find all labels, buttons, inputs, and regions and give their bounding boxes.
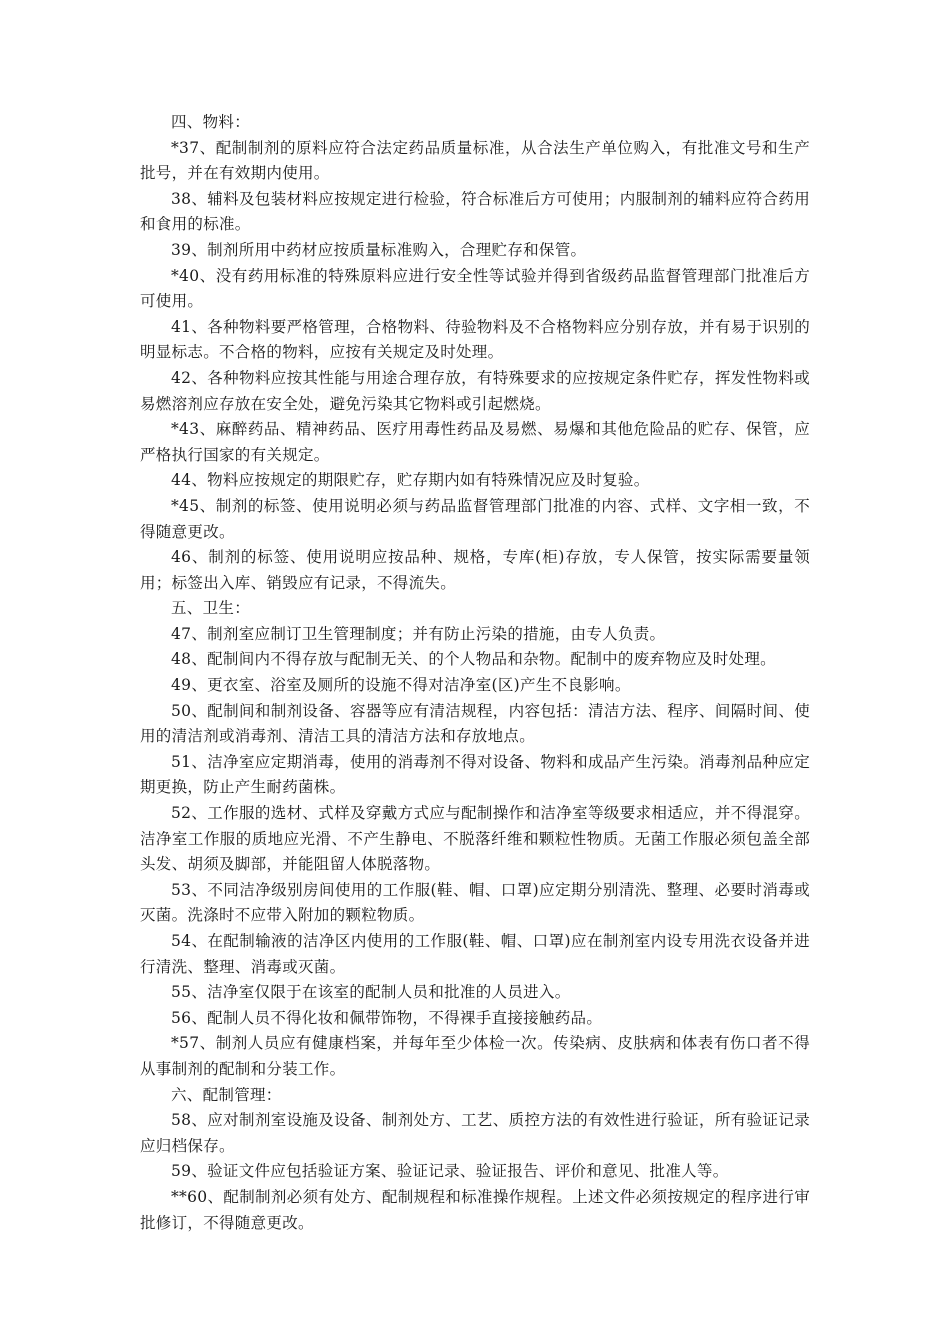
clause-47: 47、制剂室应制订卫生管理制度；并有防止污染的措施，由专人负责。 (171, 624, 666, 643)
clause-60: **60、配制制剂必须有处方、配制规程和标准操作规程。上述文件必须按规定的程序进行审批修订，不得随意更改。 (140, 1187, 810, 1232)
clause-54: 54、在配制输液的洁净区内使用的工作服(鞋、帽、口罩)应在制剂室内设专用洗衣设备并进行清洗、整理、消毒或灭菌。 (140, 932, 810, 976)
clause-46: 46、制剂的标签、使用说明应按品种、规格，专库(柜)存放，专人保管，按实际需要量领用；标签出入库、销毁应有记录，不得流失。 (140, 548, 810, 592)
clause-38: 38、辅料及包装材料应按规定进行检验，符合标准后方可使用；内服制剂的辅料应符合药用和食用的标准。 (140, 189, 810, 234)
clause-51: 51、洁净室应定期消毒，使用的消毒剂不得对设备、物料和成品产生污染。消毒剂品种应定期更换，防止产生耐药菌株。 (140, 752, 810, 797)
clause-44: 44、物料应按规定的期限贮存，贮存期内如有特殊情况应及时复验。 (171, 471, 650, 490)
clause-41: 41、各种物料要严格管理，合格物料、待验物料及不合格物料应分别存放，并有易于识别的明显标志。不合格的物料，应按有关规定及时处理。 (140, 317, 810, 362)
clause-52: 52、工作服的选材、式样及穿戴方式应与配制操作和洁净室等级要求相适应，并不得混穿。洁净室工作服的质地应光滑、不产生静电、不脱落纤维和颗粒性物质。无菌工作服必须包盖全部头发、胡须及脚部，并能阻留人体脱落物。 (140, 804, 810, 874)
document-page (140, 110, 810, 1236)
clause-40: *40、没有药用标准的特殊原料应进行安全性等试验并得到省级药品监督管理部门批准后方可使用。 (140, 266, 810, 311)
clause-49: 49、更衣室、浴室及厕所的设施不得对洁净室(区)产生不良影响。 (171, 676, 631, 695)
clause-55: 55、洁净室仅限于在该室的配制人员和批准的人员进入。 (171, 983, 571, 1002)
clause-58: 58、应对制剂室设施及设备、制剂处方、工艺、质控方法的有效性进行验证，所有验证记录应归档保存。 (140, 1111, 810, 1155)
clause-53: 53、不同洁净级别房间使用的工作服(鞋、帽、口罩)应定期分别清洗、整理、必要时消毒或灭菌。洗涤时不应带入附加的颗粒物质。 (140, 880, 810, 925)
clause-43: *43、麻醉药品、精神药品、医疗用毒性药品及易燃、易爆和其他危险品的贮存、保管，应严格执行国家的有关规定。 (140, 420, 810, 464)
clause-56: 56、配制人员不得化妆和佩带饰物，不得裸手直接接触药品。 (171, 1008, 603, 1027)
section-heading-materials: 四、物料： (171, 113, 251, 131)
section-heading-hygiene: 五、卫生： (171, 599, 251, 618)
clause-50: 50、配制间和制剂设备、容器等应有清洁规程，内容包括：清洁方法、程序、间隔时间、使用的清洁剂或消毒剂、清洁工具的清洁方法和存放地点。 (140, 701, 810, 746)
clause-45: *45、制剂的标签、使用说明必须与药品监督管理部门批准的内容、式样、文字相一致，不得随意更改。 (140, 496, 810, 541)
clause-37: *37、配制制剂的原料应符合法定药品质量标准，从合法生产单位购入，有批准文号和生产批号，并在有效期内使用。 (140, 138, 810, 183)
clause-42: 42、各种物料应按其性能与用途合理存放，有特殊要求的应按规定条件贮存，挥发性物料或易燃溶剂应存放在安全处，避免污染其它物料或引起燃烧。 (140, 368, 810, 413)
clause-48: 48、配制间内不得存放与配制无关、的个人物品和杂物。配制中的废弃物应及时处理。 (171, 650, 776, 669)
clause-57: *57、制剂人员应有健康档案，并每年至少体检一次。传染病、皮肤病和体表有伤口者不得从事制剂的配制和分装工作。 (140, 1034, 810, 1078)
clause-59: 59、验证文件应包括验证方案、验证记录、验证报告、评价和意见、批准人等。 (171, 1162, 729, 1181)
clause-39: 39、制剂所用中药材应按质量标准购入，合理贮存和保管。 (171, 240, 587, 259)
section-heading-preparation: 六、配制管理： (171, 1085, 282, 1104)
